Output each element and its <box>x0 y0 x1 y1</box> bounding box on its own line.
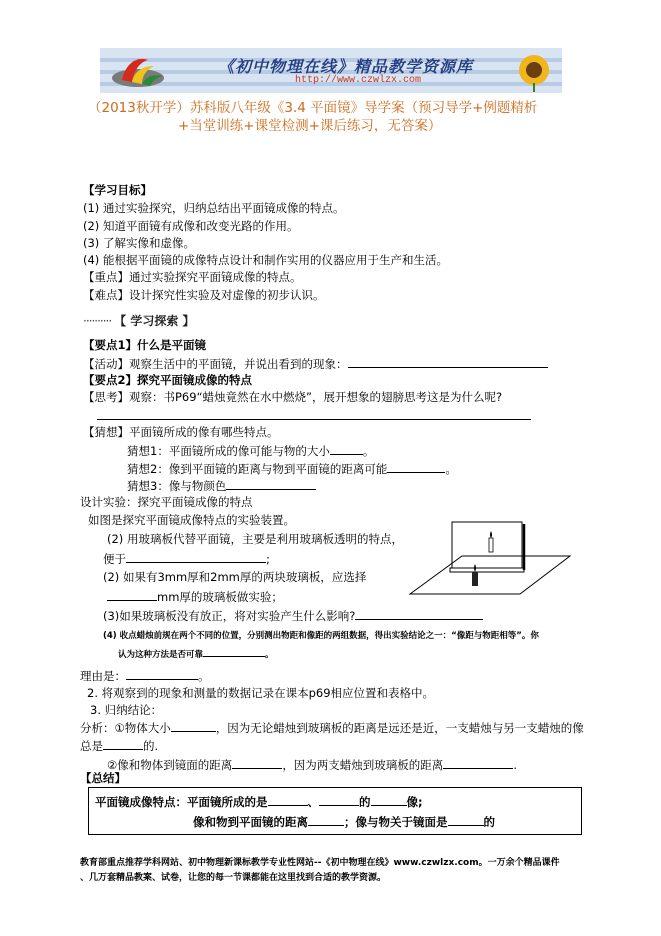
summary-heading: 【总结】 <box>80 771 126 785</box>
analysis-line3 <box>107 757 517 772</box>
goal-item: (4) 能根据平面镜的成像特点设计和制作实用的仪器应用于生产和生活。 <box>83 253 448 267</box>
summary-line2b: ；像与物关于镜面是 <box>344 815 448 829</box>
goal-item: (1) 通过实验探究，归纳总结出平面镜成像的特点。 <box>83 201 345 215</box>
guess2-line <box>127 461 457 476</box>
design-q4a: (4) 收点蜡烛前规在两个不同的位置，分别测出物距和像距的两组数据，得出实验结论之一：“像距与物距相等”。你 <box>103 631 539 641</box>
activity-text: 【活动】观察生活中的平面镜，并说出看到的现象： <box>83 357 348 371</box>
analysis-a1b: ，因为无论蜡烛到玻璃板的距离是远还是近，一支蜡烛与另一支蜡烛的像 <box>215 721 584 735</box>
difficulty: 【难点】设计探究性实验及对虚像的初步认识。 <box>83 288 325 302</box>
design-q4b-line <box>118 648 274 661</box>
summary-line1d: 像; <box>406 795 423 809</box>
q1-blank[interactable] <box>126 551 266 563</box>
guess2-blank[interactable] <box>387 461 445 473</box>
candle-image-flame <box>490 531 492 538</box>
period: 。 <box>362 444 375 458</box>
period: . <box>513 758 517 772</box>
analysis-a2b: ，因为两支蜡烛到玻璃板的距离 <box>282 758 444 772</box>
s3-blank[interactable] <box>371 794 407 806</box>
point2-heading: 【要点2】探究平面镜成像的特点 <box>83 373 252 387</box>
activity-line <box>83 356 548 371</box>
design-q2b: mm厚的玻璃板做实验； <box>157 590 283 604</box>
explore-banner: 【 学习探索 】 <box>114 314 195 328</box>
guess3-text: 猜想3：像与物颜色 <box>127 479 227 493</box>
footer-line1: 教育部重点推荐学科网站、初中物理新课标教学专业性网站--《初中物理在线》www.czwlzx.com。一万余个精品课件 <box>80 858 560 868</box>
guess-heading: 【猜想】平面镜所成的像有哪些特点。 <box>83 425 279 439</box>
s4-blank[interactable] <box>308 814 344 826</box>
period: 。 <box>198 669 210 683</box>
summary-line1c: 的 <box>359 795 371 809</box>
s5-blank[interactable] <box>448 814 484 826</box>
doc-title-line1: （2013秋开学）苏科版八年级《3.4 平面镜》导学案（预习导学+例题精析 <box>88 100 538 116</box>
summary-line1b: 、 <box>307 795 319 809</box>
goal-item: (3) 了解实像和虚像。 <box>83 236 195 250</box>
design-heading: 设计实验：探究平面镜成像的特点 <box>80 495 253 509</box>
doc-title-line2: +当堂训练+课堂检测+课后练习，无答案） <box>178 118 442 134</box>
design-q1b: 便于 <box>103 552 126 566</box>
design-q3-line <box>103 608 483 623</box>
point1-heading: 【要点1】什么是平面镜 <box>83 338 207 352</box>
a1-blank[interactable] <box>171 720 216 732</box>
guess1-blank[interactable] <box>330 443 363 455</box>
site-logo-icon <box>108 52 168 90</box>
s2-blank[interactable] <box>319 794 359 806</box>
summary-line2 <box>193 814 495 829</box>
q3-blank[interactable] <box>355 608 483 620</box>
design-q2b-line <box>107 589 283 604</box>
key-point: 【重点】通过实验探究平面镜成像的特点。 <box>83 270 302 284</box>
banner-url[interactable]: http://www.czwlzx.com <box>295 75 422 86</box>
summary-line2c: 的 <box>483 815 495 829</box>
goal-item: (2) 知道平面镜有成像和改变光路的作用。 <box>83 219 299 233</box>
analysis-line2 <box>80 738 158 753</box>
analysis-line1 <box>80 720 584 735</box>
site-banner <box>100 48 562 93</box>
guess1-text: 猜想1：平面镜所成的像可能与物的大小 <box>127 444 330 458</box>
reason-blank[interactable] <box>126 668 198 680</box>
period: 。 <box>445 462 457 476</box>
s1-blank[interactable] <box>268 794 308 806</box>
summary-box <box>88 787 582 835</box>
guess2-text: 猜想2：像到平面镜的距离与物到平面镜的距离可能 <box>127 462 388 476</box>
q4-blank[interactable] <box>203 648 265 657</box>
table-surface <box>410 556 570 594</box>
guess3-blank[interactable] <box>226 478 316 490</box>
reason-text: 理由是： <box>80 669 126 683</box>
record-text: 2. 将观察到的现象和测量的数据记录在课本p69相应位置和表格中。 <box>87 686 435 700</box>
candle-image <box>489 538 493 552</box>
footer-line2: 、几万套精品教案、试卷，让您的每一节课都能在这里找到合适的教学资源。 <box>80 873 387 883</box>
design-q2a: (2) 如果有3mm厚和2mm厚的两块玻璃板，应选择 <box>103 570 367 584</box>
explore-separator <box>83 312 198 329</box>
design-q4b: 认为这种方法是否可靠 <box>118 650 204 660</box>
design-q1b-line <box>103 551 270 566</box>
experiment-apparatus-figure <box>402 520 574 600</box>
design-q1a: (2) 用玻璃板代替平面镜，主要是利用玻璃板透明的特点， <box>107 532 403 546</box>
separator-dots: ·········· <box>83 314 112 328</box>
guess3-line <box>127 478 316 493</box>
period: 。 <box>265 650 274 660</box>
reason-line <box>80 668 210 683</box>
summary-line1 <box>95 794 423 809</box>
think-answer-line[interactable] <box>97 419 531 420</box>
glass-plate <box>452 522 522 570</box>
semicolon: ; <box>266 552 270 566</box>
analysis-a1c: 总是 <box>80 739 103 753</box>
q2-blank[interactable] <box>107 589 157 601</box>
candle-front <box>472 572 478 586</box>
design-q3: (3)如果玻璃板没有放正，将对实验产生什么影响? <box>103 609 356 623</box>
goals-heading: 【学习目标】 <box>83 183 152 197</box>
design-intro: 如图是探究平面镜成像特点的实验装置。 <box>88 513 295 527</box>
guess1-line <box>127 443 374 458</box>
summary-line2a: 像和物到平面镜的距离 <box>193 815 308 829</box>
a2b-blank[interactable] <box>443 757 513 769</box>
conclude-text: 3. 归纳结论： <box>90 703 163 717</box>
analysis-a1a: 分析：①物体大小 <box>80 721 171 735</box>
activity-blank[interactable] <box>348 356 548 368</box>
summary-line1-text: 平面镜成像特点：平面镜所成的是 <box>95 795 268 809</box>
glass-plate-base <box>450 568 524 572</box>
analysis-a2a: ②像和物体到镜面的距离 <box>107 758 233 772</box>
banner-title: 《初中物理在线》精品教学资源库 <box>218 57 474 76</box>
sunflower-icon <box>512 50 556 92</box>
a1c-blank[interactable] <box>103 738 143 750</box>
a2-blank[interactable] <box>232 757 282 769</box>
think-text: 【思考】观察：书P69“蜡烛竟然在水中燃烧”，展开想象的翅膀思考这是为什么呢? <box>83 390 503 404</box>
analysis-a1d: 的. <box>143 739 159 753</box>
